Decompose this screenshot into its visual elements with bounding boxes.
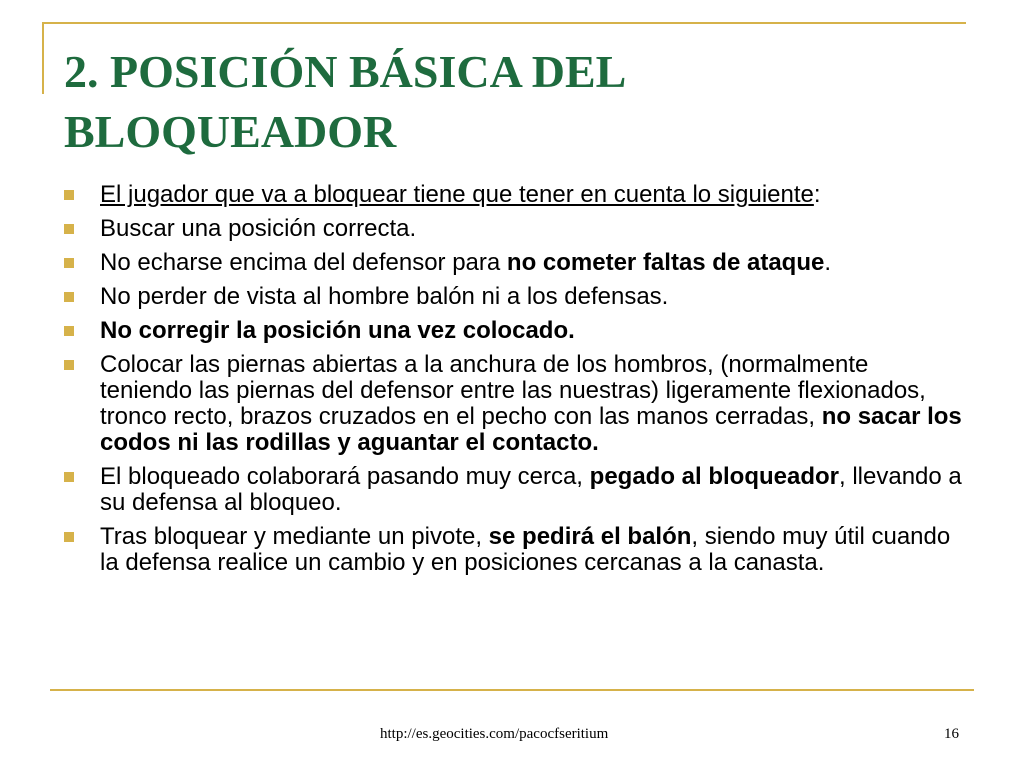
square-bullet-icon: [64, 532, 74, 542]
top-border-line: [42, 22, 966, 24]
bullet-item: [64, 464, 964, 516]
square-bullet-icon: [64, 472, 74, 482]
square-bullet-icon: [64, 360, 74, 370]
square-bullet-icon: [64, 190, 74, 200]
bullet-text-after: , siendo muy útil cuando la defensa realice un cambio y en posiciones cercanas a la canasta.: [100, 523, 951, 576]
bullet-bold-text: no sacar los codos ni las rodillas y aguantar el contacto.: [100, 403, 962, 456]
bullet-underlined-text: El jugador que va a bloquear tiene que tener en cuenta lo siguiente: [100, 181, 814, 208]
left-border-line: [42, 22, 44, 94]
bottom-border-line: [50, 689, 974, 691]
page-number: 16: [944, 726, 959, 742]
footer-url-link[interactable]: http://es.geocities.com/pacocfseritium: [380, 726, 609, 742]
bullet-item: [64, 284, 964, 310]
bullet-bold-text: No corregir la posición una vez colocado.: [100, 317, 575, 344]
bullet-text-after: , llevando a su defensa al bloqueo.: [100, 463, 962, 516]
bullet-item: [64, 182, 964, 208]
bullet-text-before: El bloqueado colaborará pasando muy cerca,: [100, 463, 590, 490]
bullet-bold-text: pegado al bloqueador: [589, 463, 840, 490]
bullet-item: [64, 352, 964, 456]
square-bullet-icon: [64, 326, 74, 336]
bullet-text: No perder de vista al hombre balón ni a los defensas.: [100, 283, 669, 310]
bullet-text-after: .: [824, 249, 832, 276]
bullet-text-after: :: [813, 181, 821, 208]
bullet-text-before: No echarse encima del defensor para: [100, 249, 507, 276]
bullet-text: Buscar una posición correcta.: [100, 215, 417, 242]
bullet-item: [64, 524, 964, 576]
square-bullet-icon: [64, 258, 74, 268]
bullet-item: [64, 250, 964, 276]
bullet-list: [64, 182, 964, 584]
bullet-item: [64, 318, 964, 344]
bullet-bold-text: no cometer faltas de ataque: [506, 249, 825, 276]
bullet-text-before: Tras bloquear y mediante un pivote,: [100, 523, 489, 550]
square-bullet-icon: [64, 292, 74, 302]
bullet-item: [64, 216, 964, 242]
bullet-bold-text: se pedirá el balón: [488, 523, 692, 550]
square-bullet-icon: [64, 224, 74, 234]
bullet-text-before: Colocar las piernas abiertas a la anchura de los hombros, (normalmente teniendo las piernas del defensor entre las nuestras) ligeramente flexionados, tronco recto, brazos cruzados en el pecho con las manos cerradas,: [100, 351, 926, 430]
slide-title: 2. POSICIÓN BÁSICA DEL BLOQUEADOR: [64, 46, 624, 157]
